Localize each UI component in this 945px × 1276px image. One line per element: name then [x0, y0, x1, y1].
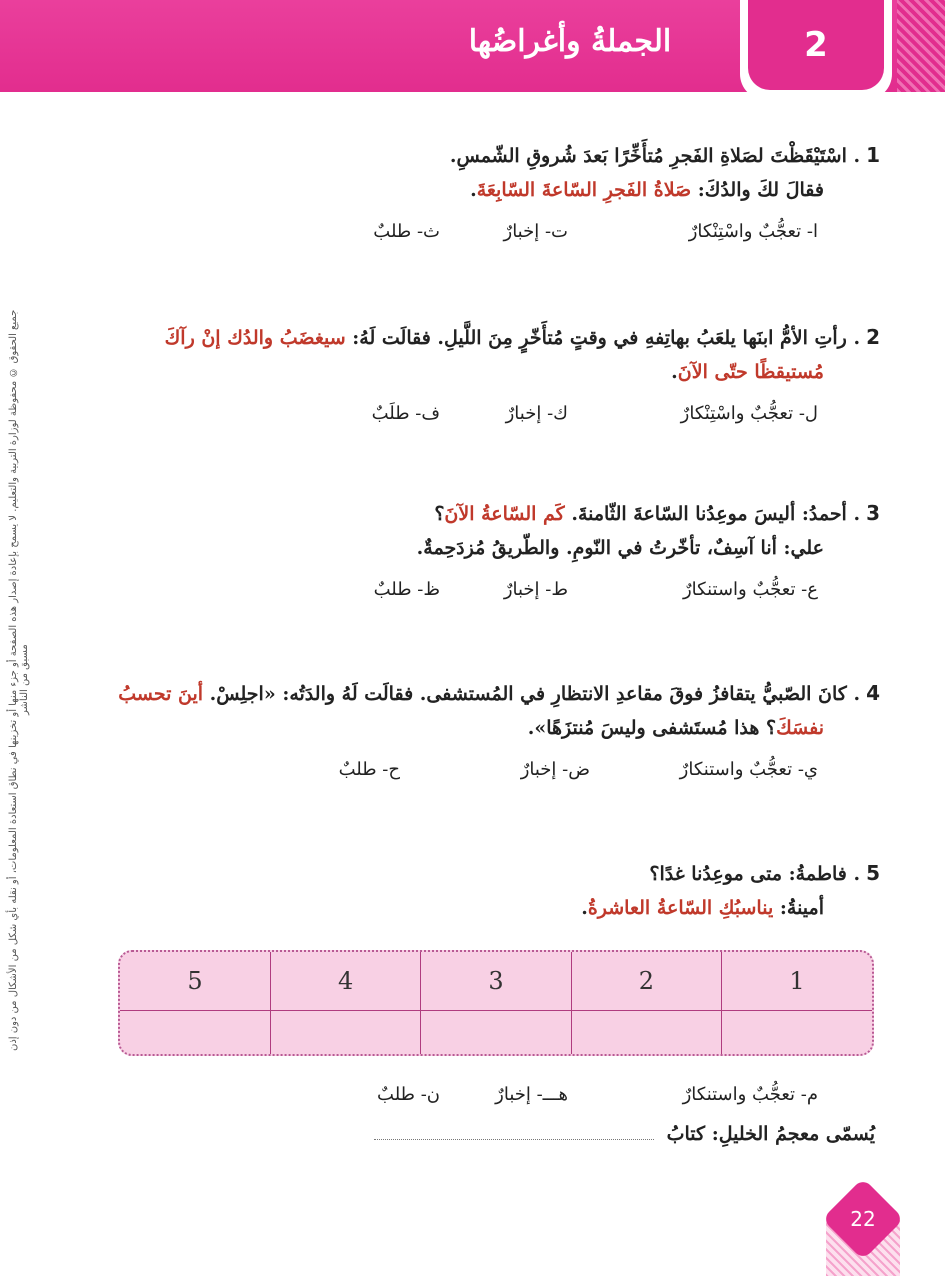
- question-3-line-2: علي: أنا آسِفٌ، تأخّرتُ في النّومِ. والطّريقُ مُزدَحِمةٌ.: [416, 537, 824, 559]
- punctuation: .: [581, 897, 588, 919]
- question-5-line-1: [110, 856, 880, 891]
- question-text: . أحمدُ: أليسَ موعِدُنا السّاعةَ الثّامنةَ.: [564, 503, 861, 525]
- table-header-cell: 3: [421, 952, 571, 1011]
- question-4-line-2: [110, 711, 880, 745]
- option-request[interactable]: ظ- طلبٌ: [373, 579, 440, 600]
- header-decoration: [897, 0, 945, 92]
- highlighted-sentence: مُستيقظًا حتّى الآنَ: [677, 361, 824, 383]
- answer-cell[interactable]: [571, 1011, 721, 1055]
- option-exclamation[interactable]: ل- تعجُّبٌ واسْتِنْكارٌ: [680, 403, 818, 424]
- question-text: ؟ هذا مُستَشفى وليسَ مُنتزَهًا».: [527, 717, 777, 739]
- question-4-options: [110, 759, 880, 793]
- question-text: . رأتِ الأمُّ ابنَها يلعَبُ بهاتِفهِ في وقتٍ مُتأَخّرٍ مِنَ اللَّيلِ. فقالَت لَهُ:: [345, 327, 861, 349]
- chapter-number: 2: [748, 0, 884, 90]
- question-number: 5: [866, 861, 880, 885]
- highlighted-sentence: صَلاةُ الفَجرِ السّاعةَ السّابِعَةَ: [476, 179, 692, 201]
- option-request[interactable]: ن- طلبٌ: [377, 1084, 440, 1105]
- highlighted-sentence: سيغضَبُ والدُك إنْ رآكَ: [164, 327, 346, 349]
- option-request[interactable]: ف- طلَبٌ: [371, 403, 440, 424]
- option-statement[interactable]: ض- إخبارٌ: [520, 759, 590, 780]
- option-statement[interactable]: هـــ- إخبارٌ: [495, 1084, 568, 1105]
- answer-cell[interactable]: [421, 1011, 571, 1055]
- highlighted-sentence: يناسبُكِ السّاعةُ العاشرةُ: [587, 897, 774, 919]
- question-number: 1: [866, 143, 880, 167]
- question-number: 2: [866, 325, 880, 349]
- answer-cell[interactable]: [722, 1011, 872, 1055]
- punctuation: ؟: [434, 503, 445, 525]
- final-question-text: يُسمّى معجمُ الخليلِ: كتابُ: [666, 1123, 875, 1145]
- chapter-badge: [740, 0, 892, 100]
- question-2-line-1: [110, 320, 880, 355]
- question-text: . فاطمةُ: متى موعِدُنا غدًا؟: [649, 863, 861, 885]
- page-number: 22: [850, 1207, 876, 1231]
- highlighted-sentence: كَم السّاعةُ الآنَ: [444, 503, 565, 525]
- question-text: فقالَ لكَ والدُكَ:: [691, 179, 824, 201]
- option-request[interactable]: ح- طلبٌ: [338, 759, 400, 780]
- answer-cell[interactable]: [120, 1011, 270, 1055]
- question-3: [110, 496, 880, 613]
- table-header-cell: 1: [722, 952, 872, 1011]
- question-5-options-row: [110, 1084, 880, 1118]
- question-2: [110, 320, 880, 437]
- punctuation: .: [470, 179, 477, 201]
- table-header-cell: 2: [571, 952, 721, 1011]
- highlighted-sentence: نفسَكَ: [776, 717, 824, 739]
- answer-blank[interactable]: [374, 1139, 654, 1140]
- option-statement[interactable]: ت- إخبارٌ: [503, 221, 568, 242]
- question-4-line-1: [110, 676, 880, 711]
- question-4: [110, 676, 880, 793]
- question-5-line-2: [110, 891, 880, 925]
- highlighted-sentence: أينَ تحسبُ: [118, 683, 204, 705]
- question-1-line-2: [110, 173, 880, 207]
- answer-table: [118, 950, 874, 1056]
- page-title: الجملةُ وأغراضُها: [468, 24, 672, 59]
- question-5-options: [110, 1084, 880, 1118]
- option-request[interactable]: ث- طلبٌ: [373, 221, 440, 242]
- option-statement[interactable]: ك- إخبارٌ: [505, 403, 568, 424]
- question-2-line-2: [110, 355, 880, 389]
- copyright-notice: جميع الحقوق © محفوظة لوزارة التربية والتعليم. لا يسمح بإعادة إصدار هذه الصفحة أو جزء منها أو تخزينها في نطاق استعادة المعلومات، أو نقله بأي شكل من الأشكال من دون إذن مسبق من الناشر: [8, 309, 30, 1051]
- option-exclamation[interactable]: ا- تعجُّبٌ واسْتِنْكارٌ: [688, 221, 818, 242]
- question-number: 3: [866, 501, 880, 525]
- question-3-options: [110, 579, 880, 613]
- table-header-cell: 4: [270, 952, 420, 1011]
- question-3-line-1: [110, 496, 880, 531]
- question-text: . كانَ الصّبيُّ يتقافزُ فوقَ مقاعدِ الانتظارِ في المُستشفى. فقالَت لَهُ والدَتُه: «اجلِسْ.: [203, 683, 861, 705]
- option-statement[interactable]: ط- إخبارٌ: [503, 579, 568, 600]
- question-text: . اسْتَيْقَظْتَ لصَلاةِ الفَجرِ مُتأَخِّرًا بَعدَ شُروقِ الشّمسِ.: [449, 145, 861, 167]
- question-2-options: [110, 403, 880, 437]
- option-exclamation[interactable]: ع- تعجُّبٌ واستنكارٌ: [682, 579, 818, 600]
- punctuation: .: [671, 361, 678, 383]
- table-header-cell: 5: [120, 952, 270, 1011]
- option-exclamation[interactable]: ي- تعجُّبٌ واستنكارٌ: [679, 759, 818, 780]
- question-1-options: [110, 221, 880, 255]
- question-text: أمينةُ:: [773, 897, 824, 919]
- question-5: [110, 856, 880, 925]
- question-1: [110, 138, 880, 255]
- final-question: [374, 1123, 875, 1145]
- answer-cell[interactable]: [270, 1011, 420, 1055]
- option-exclamation[interactable]: م- تعجُّبٌ واستنكارٌ: [682, 1084, 818, 1105]
- question-number: 4: [866, 681, 880, 705]
- question-1-line-1: [110, 138, 880, 173]
